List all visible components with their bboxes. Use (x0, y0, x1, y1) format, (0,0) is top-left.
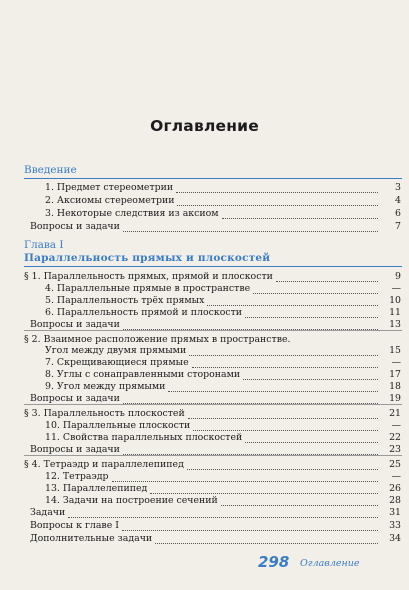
toc-entry-page: 11 (389, 307, 401, 318)
toc-entry-page: 15 (389, 345, 401, 356)
toc-entry-page: 13 (389, 319, 401, 330)
intro-rule (24, 178, 402, 179)
toc-entry-page: — (391, 420, 401, 431)
dot-leader (168, 391, 378, 392)
dot-leader (243, 379, 378, 380)
toc-entry-label: 12. Тетраэдр (45, 471, 109, 482)
toc-entry (0, 432, 409, 444)
toc-entry-page: 17 (389, 369, 401, 380)
toc-entry-label: 4. Параллельные прямые в пространстве (45, 283, 251, 294)
toc-entry (0, 221, 409, 233)
toc-entry-page: 7 (395, 221, 401, 232)
toc-entry-label: Вопросы и задачи (30, 444, 120, 455)
toc-entry (0, 208, 409, 220)
intro-heading: Введение (24, 164, 77, 176)
page-number: 298 (258, 553, 290, 571)
section-divider (24, 404, 402, 405)
dot-leader (222, 218, 378, 219)
section-divider (24, 455, 402, 456)
dot-leader (177, 205, 378, 206)
chapter-heading: Глава I (24, 239, 64, 251)
dot-leader (122, 530, 378, 531)
toc-entry-page: — (391, 357, 401, 368)
dot-leader (188, 418, 378, 419)
dot-leader (193, 430, 378, 431)
toc-entry-page: 6 (395, 208, 401, 219)
toc-entry-page: 22 (389, 432, 401, 443)
dot-leader (187, 469, 378, 470)
toc-entry-label: Угол между двумя прямыми (45, 345, 187, 356)
section-divider (24, 330, 402, 331)
dot-leader (112, 481, 379, 482)
toc-entry-page: — (391, 471, 401, 482)
toc-entry-label: Вопросы и задачи (30, 221, 120, 232)
toc-entry (0, 345, 409, 357)
toc-entry-page: — (391, 283, 401, 294)
dot-leader (150, 493, 378, 494)
dot-leader (176, 192, 378, 193)
toc-entry-label: 1. Предмет стереометрии (45, 182, 174, 193)
toc-entry-page: 34 (389, 533, 401, 544)
dot-leader (207, 305, 378, 306)
toc-entry-label: 7. Скрещивающиеся прямые (45, 357, 189, 368)
toc-entry-page: 9 (395, 271, 401, 282)
running-footer: Оглавление (300, 558, 360, 569)
dot-leader (245, 442, 378, 443)
toc-entry-label: 9. Угол между прямыми (45, 381, 166, 392)
toc-entry-page: 23 (389, 444, 401, 455)
dot-leader (189, 355, 378, 356)
toc-entry-label: § 1. Параллельность прямых, прямой и плоскости (24, 271, 273, 282)
toc-entry-label: 11. Свойства параллельных плоскостей (45, 432, 243, 443)
toc-entry (0, 369, 409, 381)
toc-entry-label: § 3. Параллельность плоскостей (24, 408, 185, 419)
toc-entry (0, 520, 409, 532)
chapter-subheading: Параллельность прямых и плоскостей (24, 252, 271, 264)
toc-entry (0, 271, 409, 283)
toc-entry-label: § 2. Взаимное расположение прямых в пространстве. (24, 334, 291, 345)
toc-entry (0, 182, 409, 194)
toc-entry-page: 10 (389, 295, 401, 306)
toc-entry-label: Вопросы к главе I (30, 520, 119, 531)
toc-entry-label: 2. Аксиомы стереометрии (45, 195, 175, 206)
toc-entry-label: Дополнительные задачи (30, 533, 153, 544)
toc-entry-page: 3 (395, 182, 401, 193)
toc-entry-page: 4 (395, 195, 401, 206)
toc-entry-label: 5. Параллельность трёх прямых (45, 295, 205, 306)
dot-leader (245, 317, 378, 318)
toc-entry-page: 31 (389, 507, 401, 518)
toc-entry-label: 3. Некоторые следствия из аксиом (45, 208, 219, 219)
toc-entry (0, 283, 409, 295)
toc-entry-label: 6. Параллельность прямой и плоскости (45, 307, 243, 318)
toc-entry (0, 507, 409, 519)
toc-entry (0, 495, 409, 507)
toc-entry (0, 381, 409, 393)
dot-leader (253, 293, 378, 294)
toc-entry-page: 28 (389, 495, 401, 506)
toc-entry (0, 357, 409, 369)
toc-entry-label: 8. Углы с сонаправленными сторонами (45, 369, 241, 380)
toc-entry (0, 483, 409, 495)
toc-entry (0, 307, 409, 319)
toc-entry (0, 533, 409, 545)
toc-entry-label: 14. Задачи на построение сечений (45, 495, 218, 506)
toc-entry-page: 18 (389, 381, 401, 392)
dot-leader (68, 517, 378, 518)
toc-entry (0, 420, 409, 432)
toc-entry-label: Вопросы и задачи (30, 319, 120, 330)
page-title: Оглавление (150, 117, 259, 135)
dot-leader (192, 367, 378, 368)
toc-entry-page: 33 (389, 520, 401, 531)
toc-entry-page: 25 (389, 459, 401, 470)
toc-entry (0, 295, 409, 307)
toc-entry (0, 408, 409, 420)
toc-entry-page: 26 (389, 483, 401, 494)
dot-leader (221, 505, 378, 506)
toc-entry-label: 10. Параллельные плоскости (45, 420, 191, 431)
toc-entry-label: § 4. Тетраэдр и параллелепипед (24, 459, 184, 470)
dot-leader (155, 543, 378, 544)
dot-leader (276, 281, 378, 282)
toc-entry-page: 19 (389, 393, 401, 404)
chapter-rule (24, 266, 402, 267)
toc-entry-label: 13. Параллелепипед (45, 483, 148, 494)
toc-entry-page: 21 (389, 408, 401, 419)
dot-leader (123, 231, 378, 232)
toc-entry (0, 471, 409, 483)
toc-entry (0, 459, 409, 471)
toc-entry-label: Задачи (30, 507, 66, 518)
toc-entry (0, 195, 409, 207)
toc-entry-label: Вопросы и задачи (30, 393, 120, 404)
